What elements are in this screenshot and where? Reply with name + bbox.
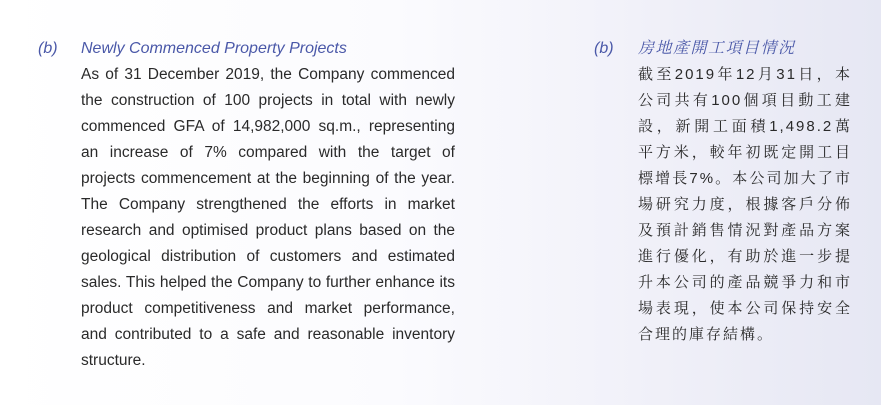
chinese-item-marker: (b) (594, 40, 614, 57)
chinese-heading (594, 36, 864, 62)
chinese-section-title: 房地產開工項目情況 (638, 40, 796, 57)
english-item-marker: (b) (38, 40, 58, 57)
chinese-section (594, 36, 864, 363)
chinese-body-paragraph: 截至2019年12月31日，本公司共有100個項目動工建設，新開工面積1,498.2萬平方米，較年初既定開工目標增長7%。本公司加大了市場研究力度，根據客戶分佈及預計銷售情況對產品方案進行優化，有助於進一步提升本公司的產品競爭力和市場表現，使本公司保持安全合理的庫存結構。 (638, 66, 852, 343)
english-section-title: Newly Commenced Property Projects (81, 40, 347, 57)
english-section (38, 36, 478, 390)
english-heading (38, 36, 478, 62)
english-body-paragraph: As of 31 December 2019, the Company commenced the construction of 100 projects in total with newly commenced GFA of 14,982,000 sq.m., representing an increase of 7% compared with the target of projects commencement at the beginning of the year. The Company strengthened the efforts in market research and optimised product plans based on the geological distribution of customers and estimated sales. This helped the Company to further enhance its product competitiveness and market performance, and contributed to a safe and reasonable inventory structure. (81, 66, 455, 369)
